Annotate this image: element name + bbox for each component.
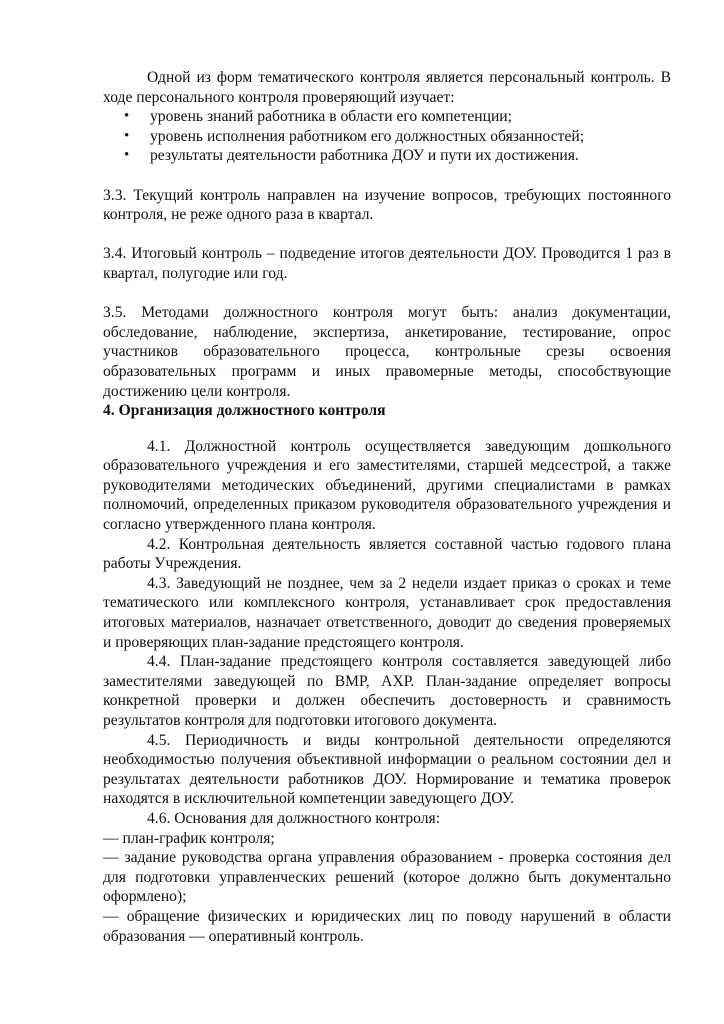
paragraph-4-3: 4.3. Заведующий не позднее, чем за 2 недели издает приказ о сроках и теме тематического или комплексного контроля, устанавливает срок предоставления итоговых материалов, назначает ответственного, доводит до сведения проверяемых и проверяющих план-задание предстоящего контроля. [103, 574, 671, 651]
paragraph-4-2: 4.2. Контрольная деятельность является составной частью годового плана работы Учреждения. [103, 535, 671, 573]
intro-bullet-list [103, 107, 671, 166]
basis-item: — обращение физических и юридических лиц по поводу нарушений в области образования — оперативный контроль. [103, 907, 671, 945]
paragraph-4-4: 4.4. План-задание предстоящего контроля составляется заведующей либо заместителями заведующей по ВМР, АХР. План-задание определяет вопросы конкретной проверки и должен обеспечить достоверность и сравнимость результатов контроля для подготовки итогового документа. [103, 653, 671, 729]
basis-item: — задание руководства органа управления образованием - проверка состояния дел для подготовки управленческих решений (которое должно быть документально оформлено); [103, 849, 671, 906]
spacer [103, 284, 671, 304]
paragraph-3-5: 3.5. Методами должностного контроля могут быть: анализ документации, обследование, наблюдение, экспертиза, анкетирование, тестирование, опрос участников образовательного процесса, контрольные срезы освоения образовательных программ и иных правомерные методы, способствующие достижению цели контроля. [103, 304, 671, 400]
paragraph-4-1: 4.1. Должностной контроль осуществляется заведующим дошкольного образовательного учреждения и его заместителями, старшей медсестрой, а также руководителями методических объединений, другими специалистами в рамках полномочий, определенных приказом руководителя образовательного учреждения и согласно утвержденного плана контроля. [103, 437, 671, 534]
bullet-item: • уровень исполнения работником его должностных обязанностей; [124, 127, 671, 147]
basis-item: — план-график контроля; [103, 829, 275, 847]
spacer [103, 421, 671, 437]
intro-paragraph: Одной из форм тематического контроля является персональный контроль. В ходе персонального контроля проверяющий изучает: [103, 69, 671, 106]
spacer [103, 225, 671, 245]
paragraph-3-3: 3.3. Текущий контроль направлен на изучение вопросов, требующих постоянного контроля, не реже одного раза в квартал. [103, 186, 671, 224]
paragraph-4-5: 4.5. Периодичность и виды контрольной деятельности определяются необходимостью получения объективной информации о реальном состоянии дел и результатах деятельности работников ДОУ. Нормирование и тематика проверок находятся в исключительной компетенции заведующего ДОУ. [103, 731, 671, 808]
document-page [103, 68, 671, 946]
section-4-heading: 4. Организация должностного контроля [103, 402, 386, 420]
paragraph-3-4: 3.4. Итоговый контроль – подведение итогов деятельности ДОУ. Проводится 1 раз в квартал, полугодие или год. [103, 245, 671, 282]
spacer [103, 166, 671, 186]
paragraph-4-6: 4.6. Основания для должностного контроля: [147, 809, 441, 827]
bullet-item: • результаты деятельности работника ДОУ и пути их достижения. [124, 146, 671, 166]
bullet-item: • уровень знаний работника в области его компетенции; [124, 107, 671, 127]
